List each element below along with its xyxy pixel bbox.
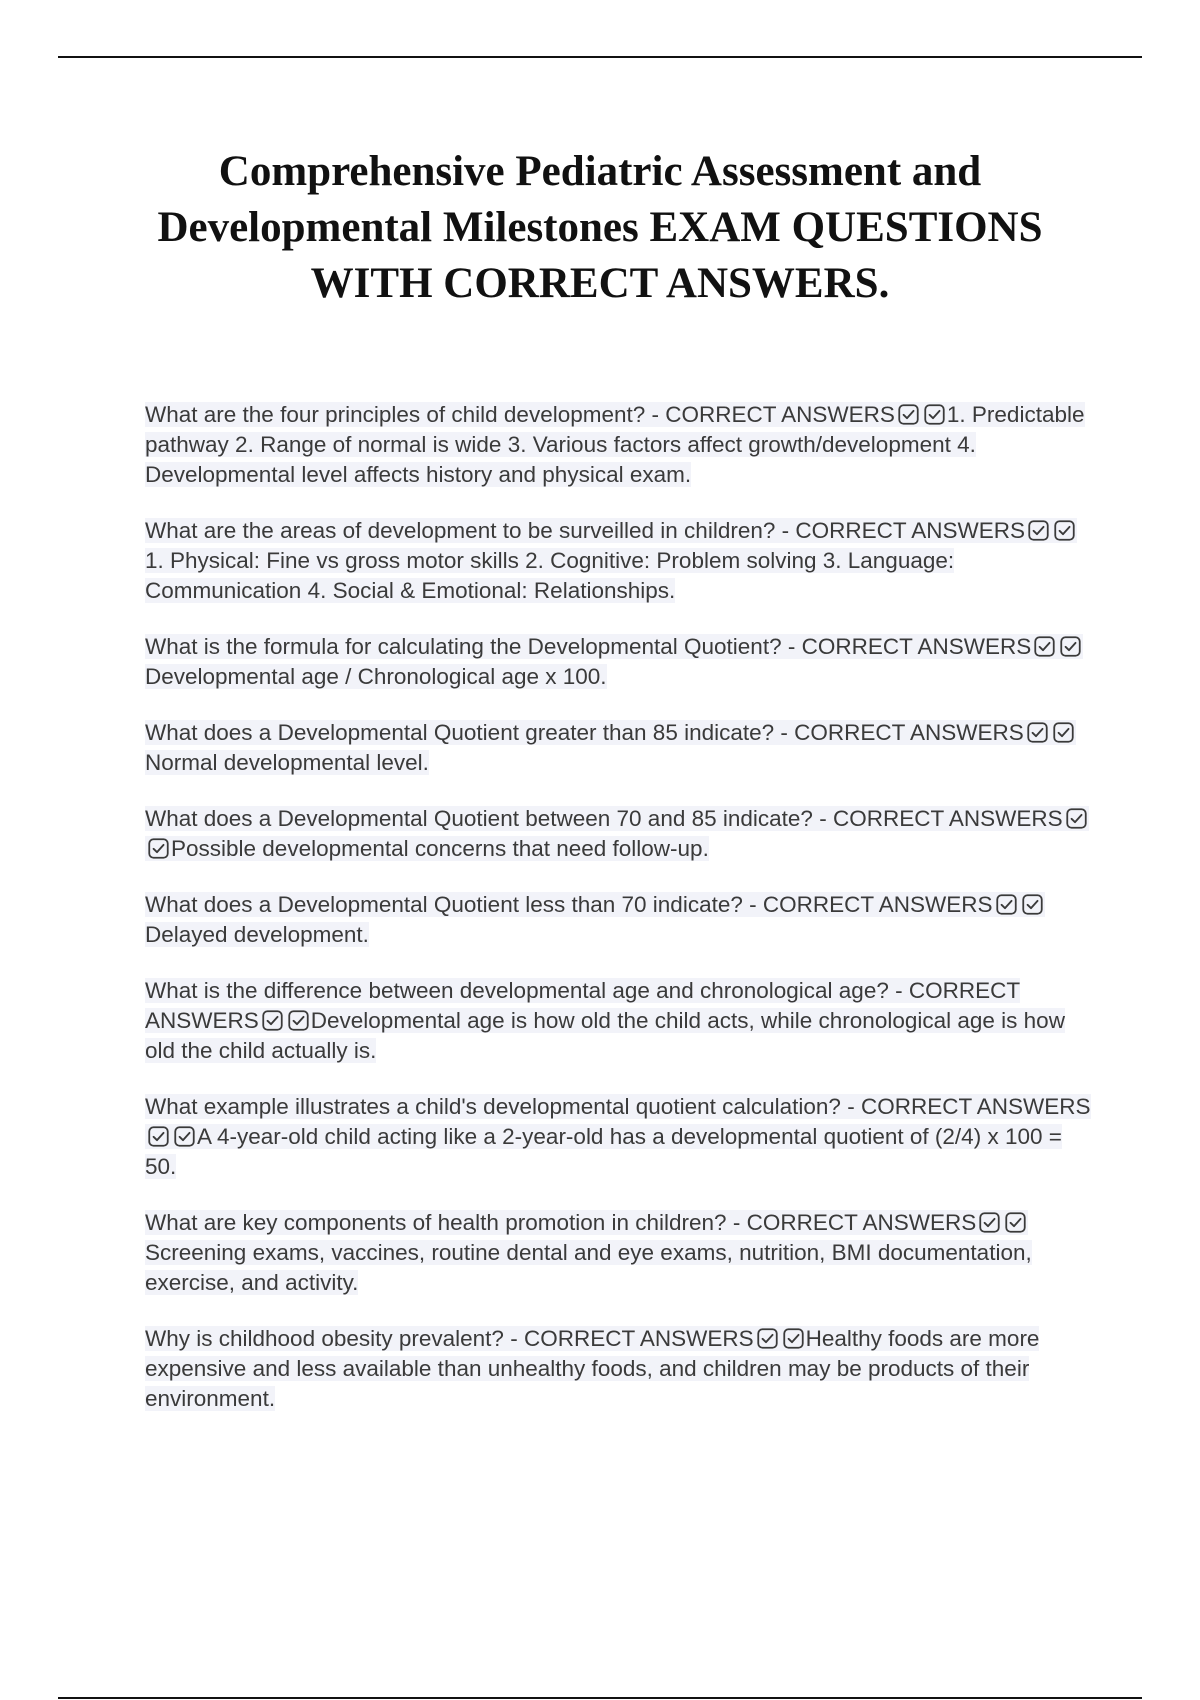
checkbox-checked-icon [783,1328,804,1349]
checkbox-checked-icon [1028,520,1049,541]
question-text: What does a Developmental Quotient greater than 85 indicate? [145,720,775,745]
answer-text: A 4-year-old child acting like a 2-year-old has a developmental quotient of (2/4) x 100 = 50. [145,1124,1062,1179]
question-text: What are key components of health promotion in children? [145,1210,727,1235]
question-text: What example illustrates a child's developmental quotient calculation? [145,1094,841,1119]
document-title: Comprehensive Pediatric Assessment and Developmental Milestones EXAM QUESTIONS WITH CORRECT ANSWERS. [157,148,1043,307]
answer-marker: - CORRECT ANSWERS [847,1094,1091,1119]
answer-text: Normal developmental level. [145,750,429,775]
answer-marker: - CORRECT ANSWERS [510,1326,754,1351]
qa-item [145,718,1095,778]
answer-text: 1. Physical: Fine vs gross motor skills 2. Cognitive: Problem solving 3. Language: Communication 4. Social & Emotional: Relationships. [145,548,955,603]
qa-item [145,400,1095,490]
qa-item [145,516,1095,606]
qa-item [145,1092,1095,1182]
answer-marker: - CORRECT ANSWERS [819,806,1063,831]
question-text: What are the four principles of child development? [145,402,646,427]
top-rule [58,56,1142,58]
checkbox-checked-icon [1054,520,1075,541]
answer-text: Possible developmental concerns that need follow-up. [171,836,709,861]
checkbox-checked-icon [1027,722,1048,743]
qa-item [145,1208,1095,1298]
question-text: Why is childhood obesity prevalent? [145,1326,504,1351]
checkbox-checked-icon [1034,636,1055,657]
checkbox-checked-icon [288,1010,309,1031]
qa-item [145,804,1095,864]
bottom-rule [58,1697,1142,1699]
checkbox-checked-icon [979,1212,1000,1233]
checkbox-checked-icon [924,404,945,425]
checkbox-checked-icon [996,894,1017,915]
answer-text: Screening exams, vaccines, routine dental and eye exams, nutrition, BMI documentation, exercise, and activity. [145,1240,1032,1295]
checkbox-checked-icon [1005,1212,1026,1233]
qa-item [145,890,1095,950]
checkbox-checked-icon [148,838,169,859]
answer-marker: - CORRECT ANSWERS [145,978,1020,1033]
answer-marker: - CORRECT ANSWERS [787,634,1032,659]
qa-item [145,1324,1095,1414]
question-text: What does a Developmental Quotient between 70 and 85 indicate? [145,806,813,831]
answer-text: Healthy foods are more expensive and less available than unhealthy foods, and children may be products of their environment. [145,1326,1040,1411]
checkbox-checked-icon [1060,636,1081,657]
answer-marker: - CORRECT ANSWERS [749,892,993,917]
checkbox-checked-icon [1022,894,1043,915]
answer-marker: - CORRECT ANSWERS [651,402,895,427]
answer-text: Developmental age is how old the child acts, while chronological age is how old the child actually is. [145,1008,1065,1063]
qa-item [145,632,1095,692]
answer-marker: - CORRECT ANSWERS [781,518,1025,543]
checkbox-checked-icon [1066,808,1087,829]
question-text: What is the formula for calculating the Developmental Quotient? [145,634,782,659]
checkbox-checked-icon [757,1328,778,1349]
question-text: What does a Developmental Quotient less than 70 indicate? [145,892,743,917]
checkbox-checked-icon [262,1010,283,1031]
checkbox-checked-icon [1053,722,1074,743]
qa-item [145,976,1095,1066]
checkbox-checked-icon [174,1126,195,1147]
qa-list [145,400,1095,1440]
answer-text: 1. Predictable pathway 2. Range of normal is wide 3. Various factors affect growth/development 4. Developmental level affects history and physical exam. [145,402,1085,487]
answer-marker: - CORRECT ANSWERS [732,1210,977,1235]
checkbox-checked-icon [898,404,919,425]
answer-text: Delayed development. [145,922,369,947]
answer-marker: - CORRECT ANSWERS [780,720,1024,745]
question-text: What is the difference between developmental age and chronological age? [145,978,889,1003]
checkbox-checked-icon [148,1126,169,1147]
question-text: What are the areas of development to be surveilled in children? [145,518,776,543]
answer-text: Developmental age / Chronological age x 100. [145,664,607,689]
